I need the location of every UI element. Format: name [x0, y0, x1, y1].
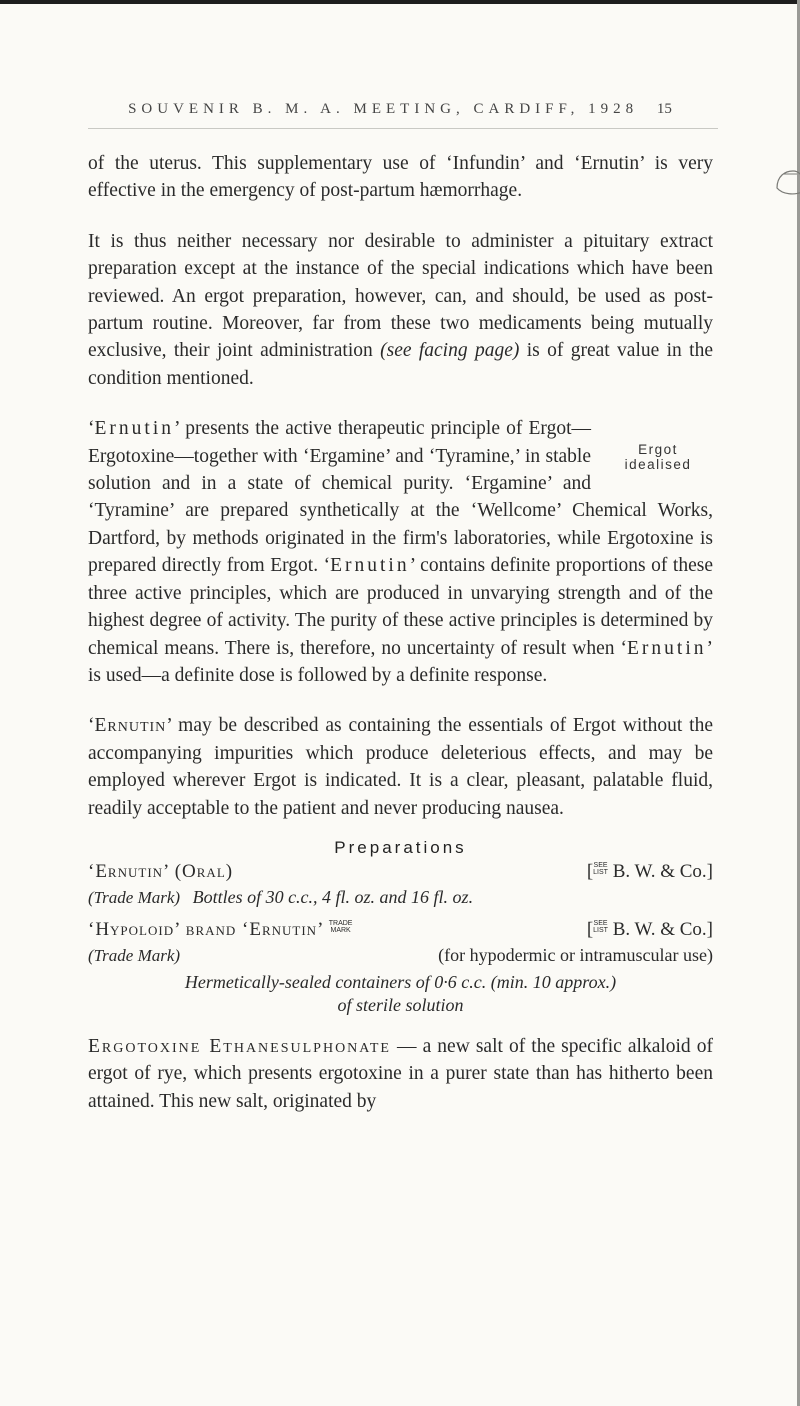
- running-title: SOUVENIR B. M. A. MEETING, CARDIFF, 1928: [128, 101, 639, 117]
- oral-detail-row: [88, 884, 713, 910]
- hypoloid-reference: [587, 918, 713, 942]
- page-number: 15: [656, 101, 672, 117]
- ernutin-name-4: Ernutin: [94, 715, 167, 737]
- hypoloid-container-line2: of sterile solution: [337, 994, 464, 1015]
- margin-note-line2: idealised: [624, 457, 692, 473]
- hypoloid-use: (for hypodermic or intramuscular use): [438, 944, 713, 965]
- preparation-hypoloid: [88, 918, 713, 942]
- paragraph-4-text: ’ may be described as containing the essentials of Ergot without the accompanying impurities which produce deleterious effects, and may be employed wherever Ergot is indicated. It is a clear, pleasant, palatable fluid, readily acceptable to the patient and never producing nausea.: [88, 715, 713, 819]
- oral-product-name: ‘Ernutin’ (Oral): [88, 860, 234, 882]
- running-header: [0, 101, 800, 118]
- paragraph-2-end: is of great value in the condition mentioned.: [88, 340, 713, 389]
- hypoloid-name-text: ‘Hypoloid’ brand ‘Ernutin’: [88, 918, 323, 940]
- preparation-oral: [88, 860, 713, 884]
- hypoloid-product-name: [88, 918, 352, 942]
- facing-page-reference: (see facing page): [380, 340, 520, 362]
- page-body: [88, 150, 713, 1115]
- hypoloid-ref-text: B. W. & Co.]: [612, 918, 713, 940]
- ernutin-name-2: Ernutin: [330, 555, 410, 577]
- paragraph-2: [88, 228, 713, 392]
- oral-ref-bracket: [: [586, 860, 594, 882]
- ernutin-name-3: Ernutin: [627, 637, 707, 659]
- hypoloid-container-line1: Hermetically-sealed containers of 0·6 c.c. (min. 10 approx.): [184, 971, 617, 992]
- paragraph-3: [88, 415, 713, 689]
- preparations-heading: Preparations: [334, 837, 467, 857]
- oral-trademark: (Trade Mark): [88, 887, 181, 907]
- quote-open: ‘: [88, 418, 95, 440]
- final-paragraph: [88, 1033, 713, 1115]
- scan-top-edge: [0, 0, 800, 4]
- paragraph-3-text-2: ’ contains definite proportions of these three active principles, which are produced in unvarying strength and of the highest degree of activity. The purity of these active principles is determined by chemical means. There is, therefore, no uncertainty of result when ‘: [88, 555, 713, 659]
- see-list-mark-2: SEE LIST: [593, 919, 608, 934]
- ergotoxine-salt-name: Ergotoxine Ethanesulphonate: [88, 1035, 391, 1057]
- hole-punch-icon: [775, 168, 800, 196]
- oral-reference: [587, 860, 713, 884]
- oral-bottle-sizes: Bottles of 30 c.c., 4 fl. oz. and 16 fl. oz.: [192, 886, 474, 907]
- margin-note-line1: Ergot: [638, 442, 678, 458]
- paragraph-1: of the uterus. This supplementary use of ‘Infundin’ and ‘Ernutin’ is very effective in the emergency of post-partum hæmorrhage.: [88, 153, 713, 202]
- hypoloid-ref-bracket: [: [586, 918, 594, 940]
- ernutin-name: Ernutin: [94, 418, 174, 440]
- hypoloid-detail-row: [88, 942, 713, 968]
- paragraph-4: [88, 712, 713, 822]
- header-rule: [88, 128, 718, 129]
- see-list-mark: SEE LIST: [593, 861, 608, 876]
- paragraph-3-text: ’ presents the active therapeutic principle of Ergot—Ergotoxine—together with ‘Ergamine’ and ‘Tyramine,’ in stable solution and in a state of chemical purity. ‘Ergamine’ and ‘Tyramine’ are prepared synthetically at the ‘Wellcome’ Chemical Works, Dartford, by methods originated in the firm's laboratories, while Ergotoxine is prepared directly from Ergot. ‘: [88, 418, 713, 577]
- paragraph-2-text: It is thus neither necessary nor desirable to administer a pituitary extract preparation except at the instance of the special indications which have been reviewed. An ergot preparation, however, can, and should, be used as post-partum routine. Moreover, far from these two medicaments being mutually exclusive, their joint administration: [88, 230, 713, 362]
- hypoloid-trademark: (Trade Mark): [88, 945, 181, 965]
- margin-note: [603, 442, 713, 472]
- final-paragraph-text: — a new salt of the specific alkaloid of ergot of rye, which presents ergotoxine in a purer state than has hitherto been attained. This new salt, originated by: [88, 1035, 713, 1112]
- trade-mark-mark: TRADE MARK: [328, 919, 353, 934]
- oral-ref-text: B. W. & Co.]: [612, 860, 713, 882]
- quote-open-4: ‘: [88, 715, 95, 737]
- paragraph-3-end: ’ is used—a definite dose is followed by a definite response.: [88, 637, 713, 686]
